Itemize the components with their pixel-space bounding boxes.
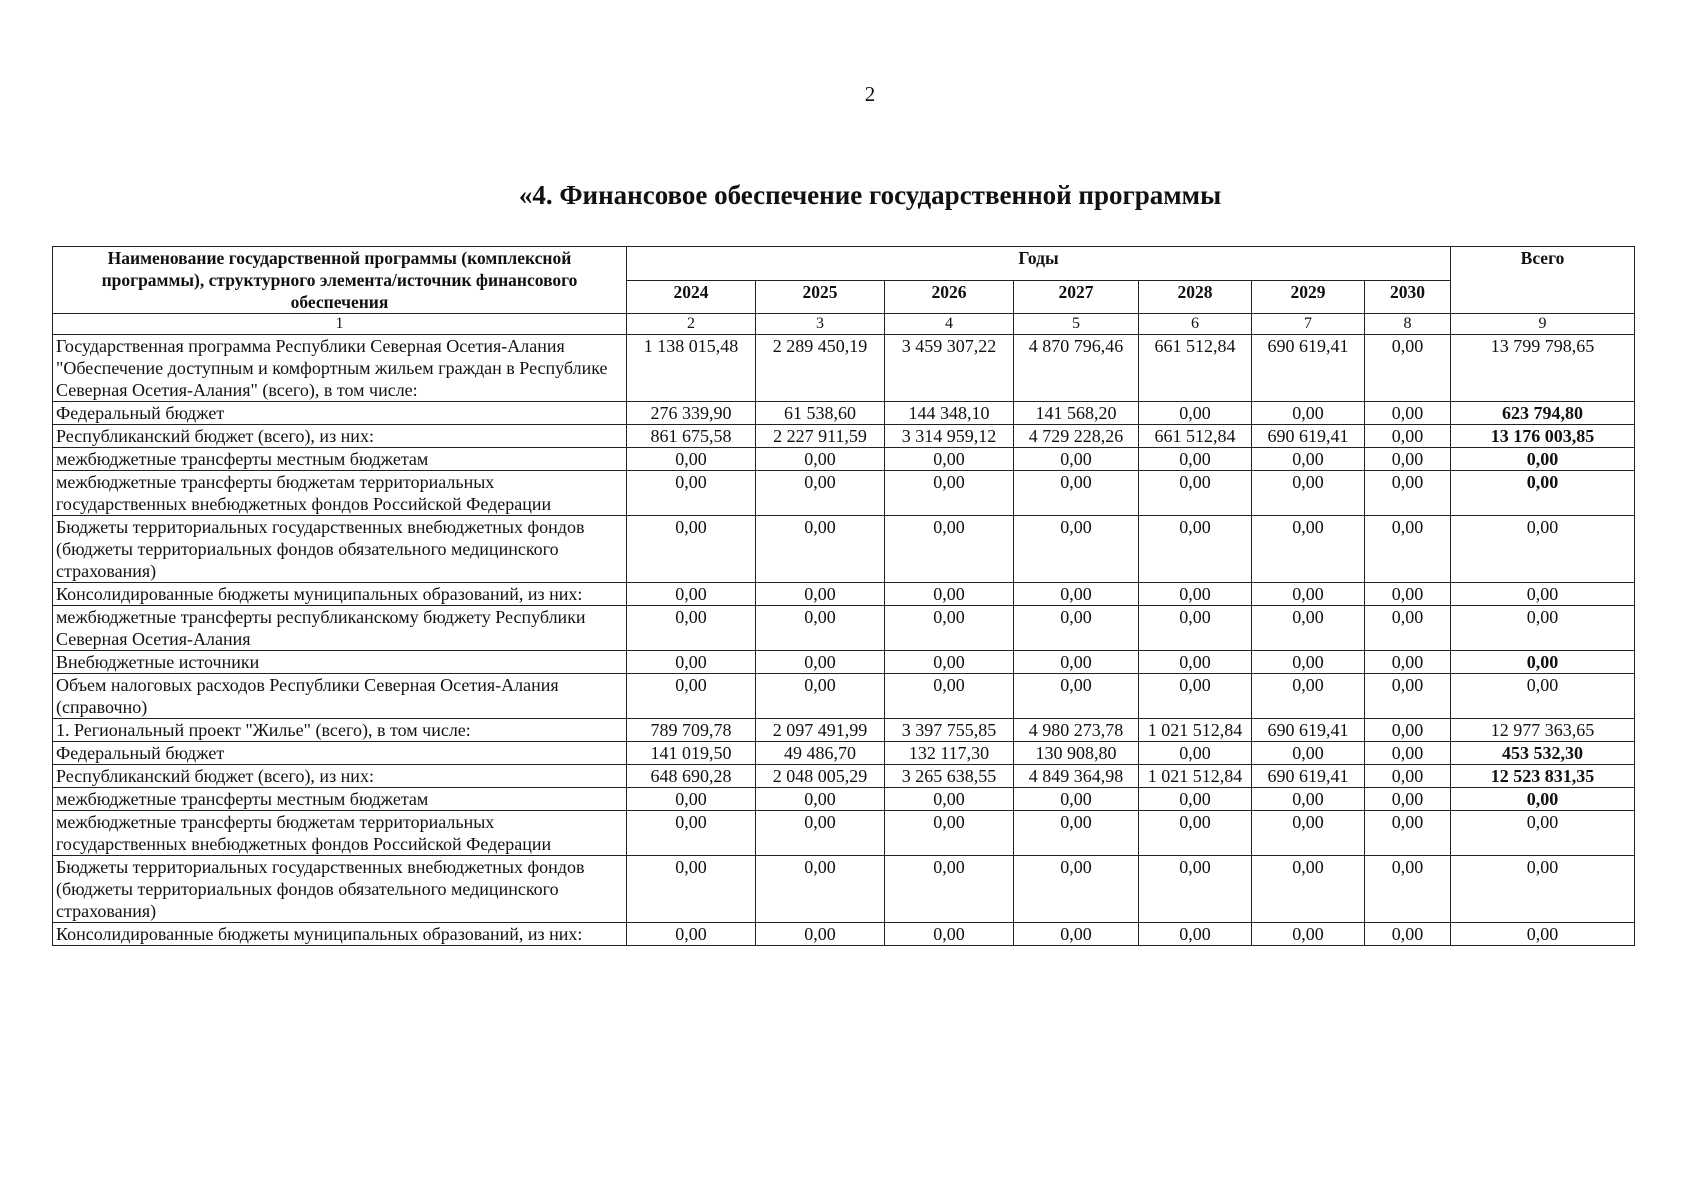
- row-name: 1. Региональный проект "Жилье" (всего), в том числе:: [53, 719, 627, 742]
- year-value-cell: 690 619,41: [1252, 335, 1365, 402]
- year-value-cell: 4 870 796,46: [1014, 335, 1139, 402]
- year-value-cell: 0,00: [885, 856, 1014, 923]
- year-header: 2030: [1365, 280, 1451, 314]
- year-value-cell: 0,00: [1139, 788, 1252, 811]
- table-row: [53, 719, 1635, 742]
- table-row: [53, 651, 1635, 674]
- year-value-cell: 0,00: [1014, 651, 1139, 674]
- year-value-cell: 144 348,10: [885, 402, 1014, 425]
- year-value-cell: 2 048 005,29: [756, 765, 885, 788]
- table-row: [53, 471, 1635, 516]
- year-value-cell: 0,00: [1014, 856, 1139, 923]
- year-value-cell: 0,00: [1139, 811, 1252, 856]
- year-value-cell: 0,00: [1252, 742, 1365, 765]
- year-value-cell: 0,00: [1252, 516, 1365, 583]
- year-value-cell: 0,00: [1139, 402, 1252, 425]
- total-value-cell: 12 977 363,65: [1451, 719, 1635, 742]
- total-value-cell: 623 794,80: [1451, 402, 1635, 425]
- year-value-cell: 0,00: [756, 788, 885, 811]
- year-value-cell: 0,00: [1365, 742, 1451, 765]
- year-value-cell: 0,00: [1014, 583, 1139, 606]
- year-value-cell: 0,00: [627, 583, 756, 606]
- year-value-cell: 0,00: [627, 856, 756, 923]
- year-value-cell: 0,00: [756, 811, 885, 856]
- year-value-cell: 0,00: [1014, 448, 1139, 471]
- total-value-cell: 0,00: [1451, 856, 1635, 923]
- year-value-cell: 0,00: [1139, 742, 1252, 765]
- table-row: [53, 788, 1635, 811]
- column-number: 6: [1139, 314, 1252, 335]
- year-value-cell: 661 512,84: [1139, 335, 1252, 402]
- table-row: [53, 606, 1635, 651]
- year-value-cell: 0,00: [627, 471, 756, 516]
- year-value-cell: 3 265 638,55: [885, 765, 1014, 788]
- year-value-cell: 0,00: [1252, 606, 1365, 651]
- year-value-cell: 0,00: [1014, 516, 1139, 583]
- year-value-cell: 0,00: [1365, 856, 1451, 923]
- year-value-cell: 0,00: [1365, 516, 1451, 583]
- year-value-cell: 1 138 015,48: [627, 335, 756, 402]
- year-value-cell: 0,00: [1014, 674, 1139, 719]
- year-value-cell: 0,00: [1365, 811, 1451, 856]
- row-name: Государственная программа Республики Северная Осетия-Алания "Обеспечение доступным и комфортным жильем граждан в Республике Северная Осетия-Алания" (всего), в том числе:: [53, 335, 627, 402]
- year-value-cell: 0,00: [1365, 719, 1451, 742]
- year-value-cell: 0,00: [756, 674, 885, 719]
- column-number: 1: [53, 314, 627, 335]
- total-value-cell: 0,00: [1451, 606, 1635, 651]
- year-value-cell: 0,00: [1139, 583, 1252, 606]
- year-value-cell: 0,00: [1139, 651, 1252, 674]
- year-value-cell: 0,00: [1365, 471, 1451, 516]
- row-name: межбюджетные трансферты республиканскому бюджету Республики Северная Осетия-Алания: [53, 606, 627, 651]
- year-value-cell: 0,00: [627, 674, 756, 719]
- year-value-cell: 0,00: [1252, 811, 1365, 856]
- total-value-cell: 0,00: [1451, 516, 1635, 583]
- year-value-cell: 690 619,41: [1252, 425, 1365, 448]
- year-value-cell: 49 486,70: [756, 742, 885, 765]
- year-value-cell: 0,00: [885, 811, 1014, 856]
- year-value-cell: 0,00: [885, 651, 1014, 674]
- table-row: [53, 335, 1635, 402]
- year-value-cell: 0,00: [1365, 448, 1451, 471]
- year-value-cell: 0,00: [1139, 448, 1252, 471]
- year-header: 2027: [1014, 280, 1139, 314]
- header-row-top: [53, 247, 1635, 281]
- year-value-cell: 1 021 512,84: [1139, 765, 1252, 788]
- year-value-cell: 0,00: [756, 448, 885, 471]
- year-value-cell: 4 980 273,78: [1014, 719, 1139, 742]
- year-value-cell: 141 568,20: [1014, 402, 1139, 425]
- year-header: 2029: [1252, 280, 1365, 314]
- years-header: Годы: [627, 247, 1451, 281]
- year-value-cell: 0,00: [1014, 923, 1139, 946]
- row-name: межбюджетные трансферты бюджетам территориальных государственных внебюджетных фондов Российской Федерации: [53, 471, 627, 516]
- year-value-cell: 0,00: [1014, 811, 1139, 856]
- year-value-cell: 789 709,78: [627, 719, 756, 742]
- row-name: Объем налоговых расходов Республики Северная Осетия-Алания (справочно): [53, 674, 627, 719]
- year-value-cell: 0,00: [885, 674, 1014, 719]
- year-value-cell: 4 849 364,98: [1014, 765, 1139, 788]
- name-column-header: Наименование государственной программы (комплексной программы), структурного элемента/источник финансового обеспечения: [53, 247, 627, 314]
- table-row: [53, 811, 1635, 856]
- year-value-cell: 0,00: [1014, 606, 1139, 651]
- year-value-cell: 0,00: [756, 923, 885, 946]
- row-name: Федеральный бюджет: [53, 742, 627, 765]
- column-number: 9: [1451, 314, 1635, 335]
- year-value-cell: 0,00: [1252, 583, 1365, 606]
- row-name: межбюджетные трансферты бюджетам территориальных государственных внебюджетных фондов Российской Федерации: [53, 811, 627, 856]
- table-row: [53, 583, 1635, 606]
- year-value-cell: 0,00: [627, 788, 756, 811]
- year-value-cell: 0,00: [1252, 674, 1365, 719]
- column-number: 2: [627, 314, 756, 335]
- total-value-cell: 453 532,30: [1451, 742, 1635, 765]
- table-row: [53, 402, 1635, 425]
- year-value-cell: 0,00: [1014, 788, 1139, 811]
- total-column-header: Всего: [1451, 247, 1635, 314]
- year-value-cell: 661 512,84: [1139, 425, 1252, 448]
- year-value-cell: 0,00: [1252, 448, 1365, 471]
- column-number: 5: [1014, 314, 1139, 335]
- row-name: межбюджетные трансферты местным бюджетам: [53, 788, 627, 811]
- total-value-cell: 0,00: [1451, 651, 1635, 674]
- year-header: 2025: [756, 280, 885, 314]
- total-value-cell: 0,00: [1451, 583, 1635, 606]
- year-value-cell: 0,00: [1252, 471, 1365, 516]
- row-name: Республиканский бюджет (всего), из них:: [53, 765, 627, 788]
- row-name: Внебюджетные источники: [53, 651, 627, 674]
- year-value-cell: 0,00: [627, 651, 756, 674]
- year-header: 2028: [1139, 280, 1252, 314]
- table-row: [53, 923, 1635, 946]
- year-value-cell: 0,00: [627, 606, 756, 651]
- year-value-cell: 0,00: [627, 448, 756, 471]
- column-number: 3: [756, 314, 885, 335]
- year-value-cell: 0,00: [1252, 788, 1365, 811]
- total-value-cell: 0,00: [1451, 471, 1635, 516]
- financing-table: [52, 246, 1635, 946]
- year-value-cell: 4 729 228,26: [1014, 425, 1139, 448]
- year-value-cell: 0,00: [1139, 856, 1252, 923]
- year-value-cell: 2 227 911,59: [756, 425, 885, 448]
- year-value-cell: 0,00: [756, 606, 885, 651]
- year-value-cell: 2 097 491,99: [756, 719, 885, 742]
- table-row: [53, 425, 1635, 448]
- year-value-cell: 0,00: [627, 516, 756, 583]
- row-name: Бюджеты территориальных государственных внебюджетных фондов (бюджеты территориальных фондов обязательного медицинского страхования): [53, 856, 627, 923]
- year-value-cell: 0,00: [1365, 606, 1451, 651]
- row-name: Консолидированные бюджеты муниципальных образований, из них:: [53, 583, 627, 606]
- year-value-cell: 3 314 959,12: [885, 425, 1014, 448]
- total-value-cell: 0,00: [1451, 923, 1635, 946]
- year-value-cell: 0,00: [627, 811, 756, 856]
- row-name: Бюджеты территориальных государственных внебюджетных фондов (бюджеты территориальных фондов обязательного медицинского страхования): [53, 516, 627, 583]
- year-value-cell: 0,00: [1365, 335, 1451, 402]
- year-value-cell: 0,00: [756, 651, 885, 674]
- row-name: Республиканский бюджет (всего), из них:: [53, 425, 627, 448]
- year-value-cell: 0,00: [1139, 923, 1252, 946]
- year-value-cell: 0,00: [1365, 674, 1451, 719]
- year-value-cell: 0,00: [885, 471, 1014, 516]
- year-value-cell: 132 117,30: [885, 742, 1014, 765]
- table-row: [53, 742, 1635, 765]
- table-row: [53, 856, 1635, 923]
- year-value-cell: 0,00: [1365, 765, 1451, 788]
- year-value-cell: 690 619,41: [1252, 765, 1365, 788]
- column-number: 4: [885, 314, 1014, 335]
- year-value-cell: 0,00: [1252, 923, 1365, 946]
- total-value-cell: 13 799 798,65: [1451, 335, 1635, 402]
- year-value-cell: 1 021 512,84: [1139, 719, 1252, 742]
- year-value-cell: 0,00: [1252, 402, 1365, 425]
- year-header: 2026: [885, 280, 1014, 314]
- year-value-cell: 3 397 755,85: [885, 719, 1014, 742]
- row-name: Консолидированные бюджеты муниципальных образований, из них:: [53, 923, 627, 946]
- year-value-cell: 0,00: [885, 788, 1014, 811]
- table-row: [53, 516, 1635, 583]
- year-value-cell: 0,00: [756, 856, 885, 923]
- year-value-cell: 0,00: [885, 516, 1014, 583]
- document-title: «4. Финансовое обеспечение государственной программы: [518, 180, 1222, 210]
- year-value-cell: 861 675,58: [627, 425, 756, 448]
- year-value-cell: 0,00: [1139, 606, 1252, 651]
- year-value-cell: 690 619,41: [1252, 719, 1365, 742]
- year-value-cell: 0,00: [627, 923, 756, 946]
- column-number-row: [53, 314, 1635, 335]
- year-value-cell: 61 538,60: [756, 402, 885, 425]
- year-value-cell: 0,00: [1365, 425, 1451, 448]
- year-value-cell: 0,00: [885, 606, 1014, 651]
- table-row: [53, 448, 1635, 471]
- year-value-cell: 0,00: [1365, 923, 1451, 946]
- column-number: 7: [1252, 314, 1365, 335]
- year-value-cell: 0,00: [885, 923, 1014, 946]
- total-value-cell: 0,00: [1451, 788, 1635, 811]
- year-value-cell: 0,00: [756, 583, 885, 606]
- year-value-cell: 0,00: [1252, 856, 1365, 923]
- year-value-cell: 0,00: [1139, 674, 1252, 719]
- row-name: межбюджетные трансферты местным бюджетам: [53, 448, 627, 471]
- year-value-cell: 0,00: [1365, 788, 1451, 811]
- year-value-cell: 0,00: [885, 448, 1014, 471]
- year-value-cell: 2 289 450,19: [756, 335, 885, 402]
- year-value-cell: 0,00: [885, 583, 1014, 606]
- table-body: [53, 335, 1635, 946]
- year-value-cell: 0,00: [1365, 402, 1451, 425]
- row-name: Федеральный бюджет: [53, 402, 627, 425]
- table-row: [53, 765, 1635, 788]
- total-value-cell: 13 176 003,85: [1451, 425, 1635, 448]
- year-value-cell: 130 908,80: [1014, 742, 1139, 765]
- year-value-cell: 0,00: [756, 471, 885, 516]
- table-row: [53, 674, 1635, 719]
- year-value-cell: 648 690,28: [627, 765, 756, 788]
- year-value-cell: 276 339,90: [627, 402, 756, 425]
- year-value-cell: 0,00: [1014, 471, 1139, 516]
- year-value-cell: 0,00: [1365, 583, 1451, 606]
- year-value-cell: 0,00: [756, 516, 885, 583]
- year-value-cell: 3 459 307,22: [885, 335, 1014, 402]
- total-value-cell: 12 523 831,35: [1451, 765, 1635, 788]
- column-number: 8: [1365, 314, 1451, 335]
- page-number: 2: [864, 82, 876, 106]
- total-value-cell: 0,00: [1451, 448, 1635, 471]
- year-value-cell: 0,00: [1365, 651, 1451, 674]
- total-value-cell: 0,00: [1451, 674, 1635, 719]
- year-header: 2024: [627, 280, 756, 314]
- year-value-cell: 0,00: [1252, 651, 1365, 674]
- year-value-cell: 0,00: [1139, 516, 1252, 583]
- total-value-cell: 0,00: [1451, 811, 1635, 856]
- year-value-cell: 141 019,50: [627, 742, 756, 765]
- year-value-cell: 0,00: [1139, 471, 1252, 516]
